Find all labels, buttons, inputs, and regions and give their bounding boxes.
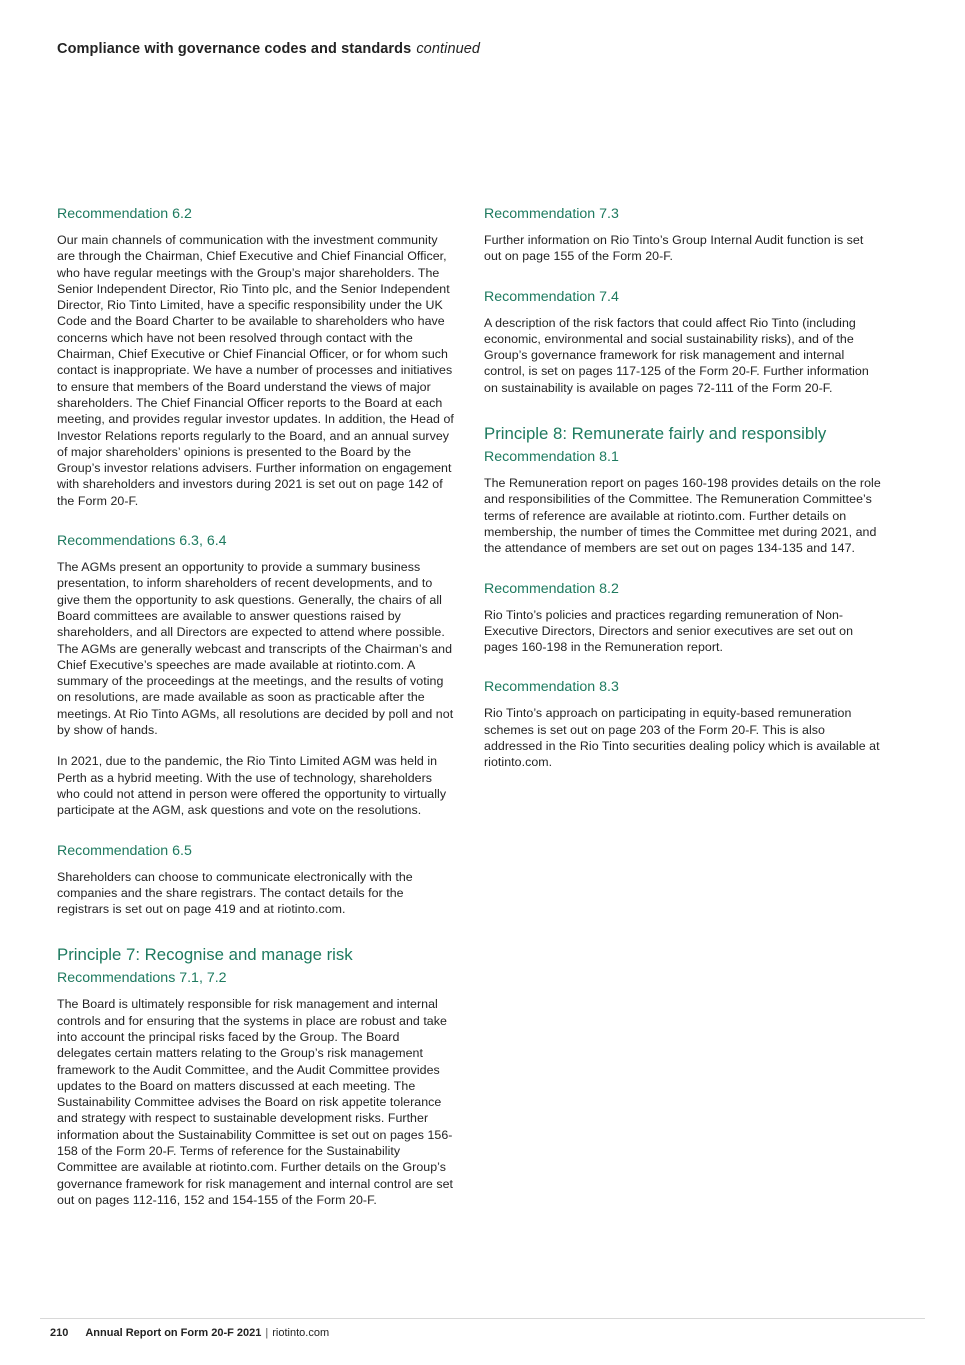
recommendation-heading: Recommendation 8.2 bbox=[484, 580, 619, 597]
page-header-title: Compliance with governance codes and standards bbox=[57, 41, 412, 57]
recommendation-heading: Recommendation 8.3 bbox=[484, 679, 619, 696]
footer-site-text: riotinto.com bbox=[272, 1327, 330, 1339]
content-columns bbox=[57, 205, 882, 1223]
page-header bbox=[57, 41, 480, 57]
recommendation-heading: Recommendation 7.4 bbox=[484, 288, 619, 305]
body-paragraph: Shareholders can choose to communicate electronically with the companies and the share registrars. The contact details for the registrars is set out on page 419 and at riotinto.com. bbox=[57, 869, 413, 917]
body-paragraph: Further information on Rio Tinto’s Group Internal Audit function is set out on page 155 of the Form 20-F. bbox=[484, 233, 864, 264]
footer-separator: | bbox=[265, 1327, 269, 1339]
recommendation-heading: Recommendation 7.3 bbox=[484, 206, 619, 222]
page-footer bbox=[50, 1327, 329, 1339]
recommendation-heading: Recommendation 8.1 bbox=[484, 449, 619, 466]
page-header-continued-label: continued bbox=[416, 41, 481, 57]
footer-report-title: Annual Report on Form 20-F 2021 bbox=[85, 1327, 262, 1339]
body-paragraph: Rio Tinto’s policies and practices regarding remuneration of Non-Executive Directors, Directors and senior executives are set out on pages 160-198 in the Remuneration report. bbox=[484, 607, 854, 655]
body-paragraph: Rio Tinto’s approach on participating in equity-based remuneration schemes is set out on page 203 of the Form 20-F. This is also addressed in the Rio Tinto securities dealing policy which is available at riotinto.com. bbox=[484, 706, 880, 770]
principle-heading: Principle 8: Remunerate fairly and responsibly bbox=[484, 424, 827, 444]
left-column bbox=[57, 205, 455, 1223]
footer-page-number: 210 bbox=[50, 1327, 69, 1339]
right-column bbox=[484, 205, 882, 1223]
footer-divider bbox=[40, 1318, 925, 1319]
principle-heading: Principle 7: Recognise and manage risk bbox=[57, 945, 353, 965]
body-paragraph: In 2021, due to the pandemic, the Rio Tinto Limited AGM was held in Perth as a hybrid meeting. With the use of technology, shareholders who could not attend in person were offered the opportunity to virtually participate at the AGM, ask questions and vote on the resolutions. bbox=[57, 754, 447, 818]
body-paragraph: The Remuneration report on pages 160-198 provides details on the role and responsibilities of the Committee. The Remuneration Committee’s terms of reference are available at riotinto.com. Further details on membership, the number of times the Committee met during 2021, and the attendance of members are set out on pages 134-135 and 147. bbox=[484, 476, 881, 556]
recommendation-heading: Recommendation 6.2 bbox=[57, 206, 192, 222]
body-paragraph: The AGMs present an opportunity to provide a summary business presentation, to inform shareholders of recent developments, and to give them the opportunity to ask questions. Generally, the chairs of all Board committees are available to answer questions raised by shareholders, and all Directors are expected to attend where possible. The AGMs are generally webcast and transcripts of the Chairman’s and Chief Executive’s speeches are made available at riotinto.com. A summary of the proceedings at the meetings, and the results of voting on resolutions, are made available as soon as practicable after the meetings. At Rio Tinto AGMs, all resolutions are decided by poll and not by show of hands. bbox=[57, 560, 454, 738]
body-paragraph: Our main channels of communication with the investment community are through the Chairman, Chief Executive and Chief Financial Officer, who have regular meetings with the Group’s major shareholders. The Senior Independent Director, Rio Tinto plc, and the Senior Independent Director, Rio Tinto Limited, have a specific responsibility under the UK Code and the Board Charter to be available to shareholders who have concerns which have not been resolved through contact with the Chairman, Chief Executive or Chief Financial Officer, or for whom such contact is inappropriate. We have a number of processes and initiatives to ensure that members of the Board understand the views of major shareholders. The Chief Financial Officer reports to the Board at each meeting, and provides regular investor updates. In addition, the Head of Investor Relations reports regularly to the Board, and an annual survey of major shareholders’ opinions is presented to the Board by the Group’s investor relations advisers. Further information on engagement with shareholders and investors during 2021 is set out on page 142 of the Form 20-F. bbox=[57, 233, 454, 508]
recommendation-heading: Recommendations 7.1, 7.2 bbox=[57, 970, 227, 987]
body-paragraph: The Board is ultimately responsible for risk management and internal controls and for ensuring that the systems in place are robust and take into account the principal risks faced by the Group. The Board delegates certain matters relating to the Group’s risk management framework to the Audit Committee, and the Audit Committee provides updates to the Board on matters discussed at each meeting. The Sustainability Committee advises the Board on risk appetite tolerance and strategy with respect to sustainable development risks. Further information about the Sustainability Committee is set out on pages 156-158 of the Form 20-F. Terms of reference for the Sustainability Committee are available at riotinto.com. Further details on the Group’s governance framework for risk management and internal control are set out on pages 112-116, 152 and 154-155 of the Form 20-F. bbox=[57, 997, 454, 1207]
body-paragraph: A description of the risk factors that could affect Rio Tinto (including economic, environmental and social sustainability risks), and of the Group’s governance framework for risk management and internal control, is set on pages 117-125 of the Form 20-F. Further information on sustainability is available on pages 72-111 of the Form 20-F. bbox=[484, 315, 869, 395]
recommendation-heading: Recommendations 6.3, 6.4 bbox=[57, 533, 227, 550]
recommendation-heading: Recommendation 6.5 bbox=[57, 842, 192, 859]
